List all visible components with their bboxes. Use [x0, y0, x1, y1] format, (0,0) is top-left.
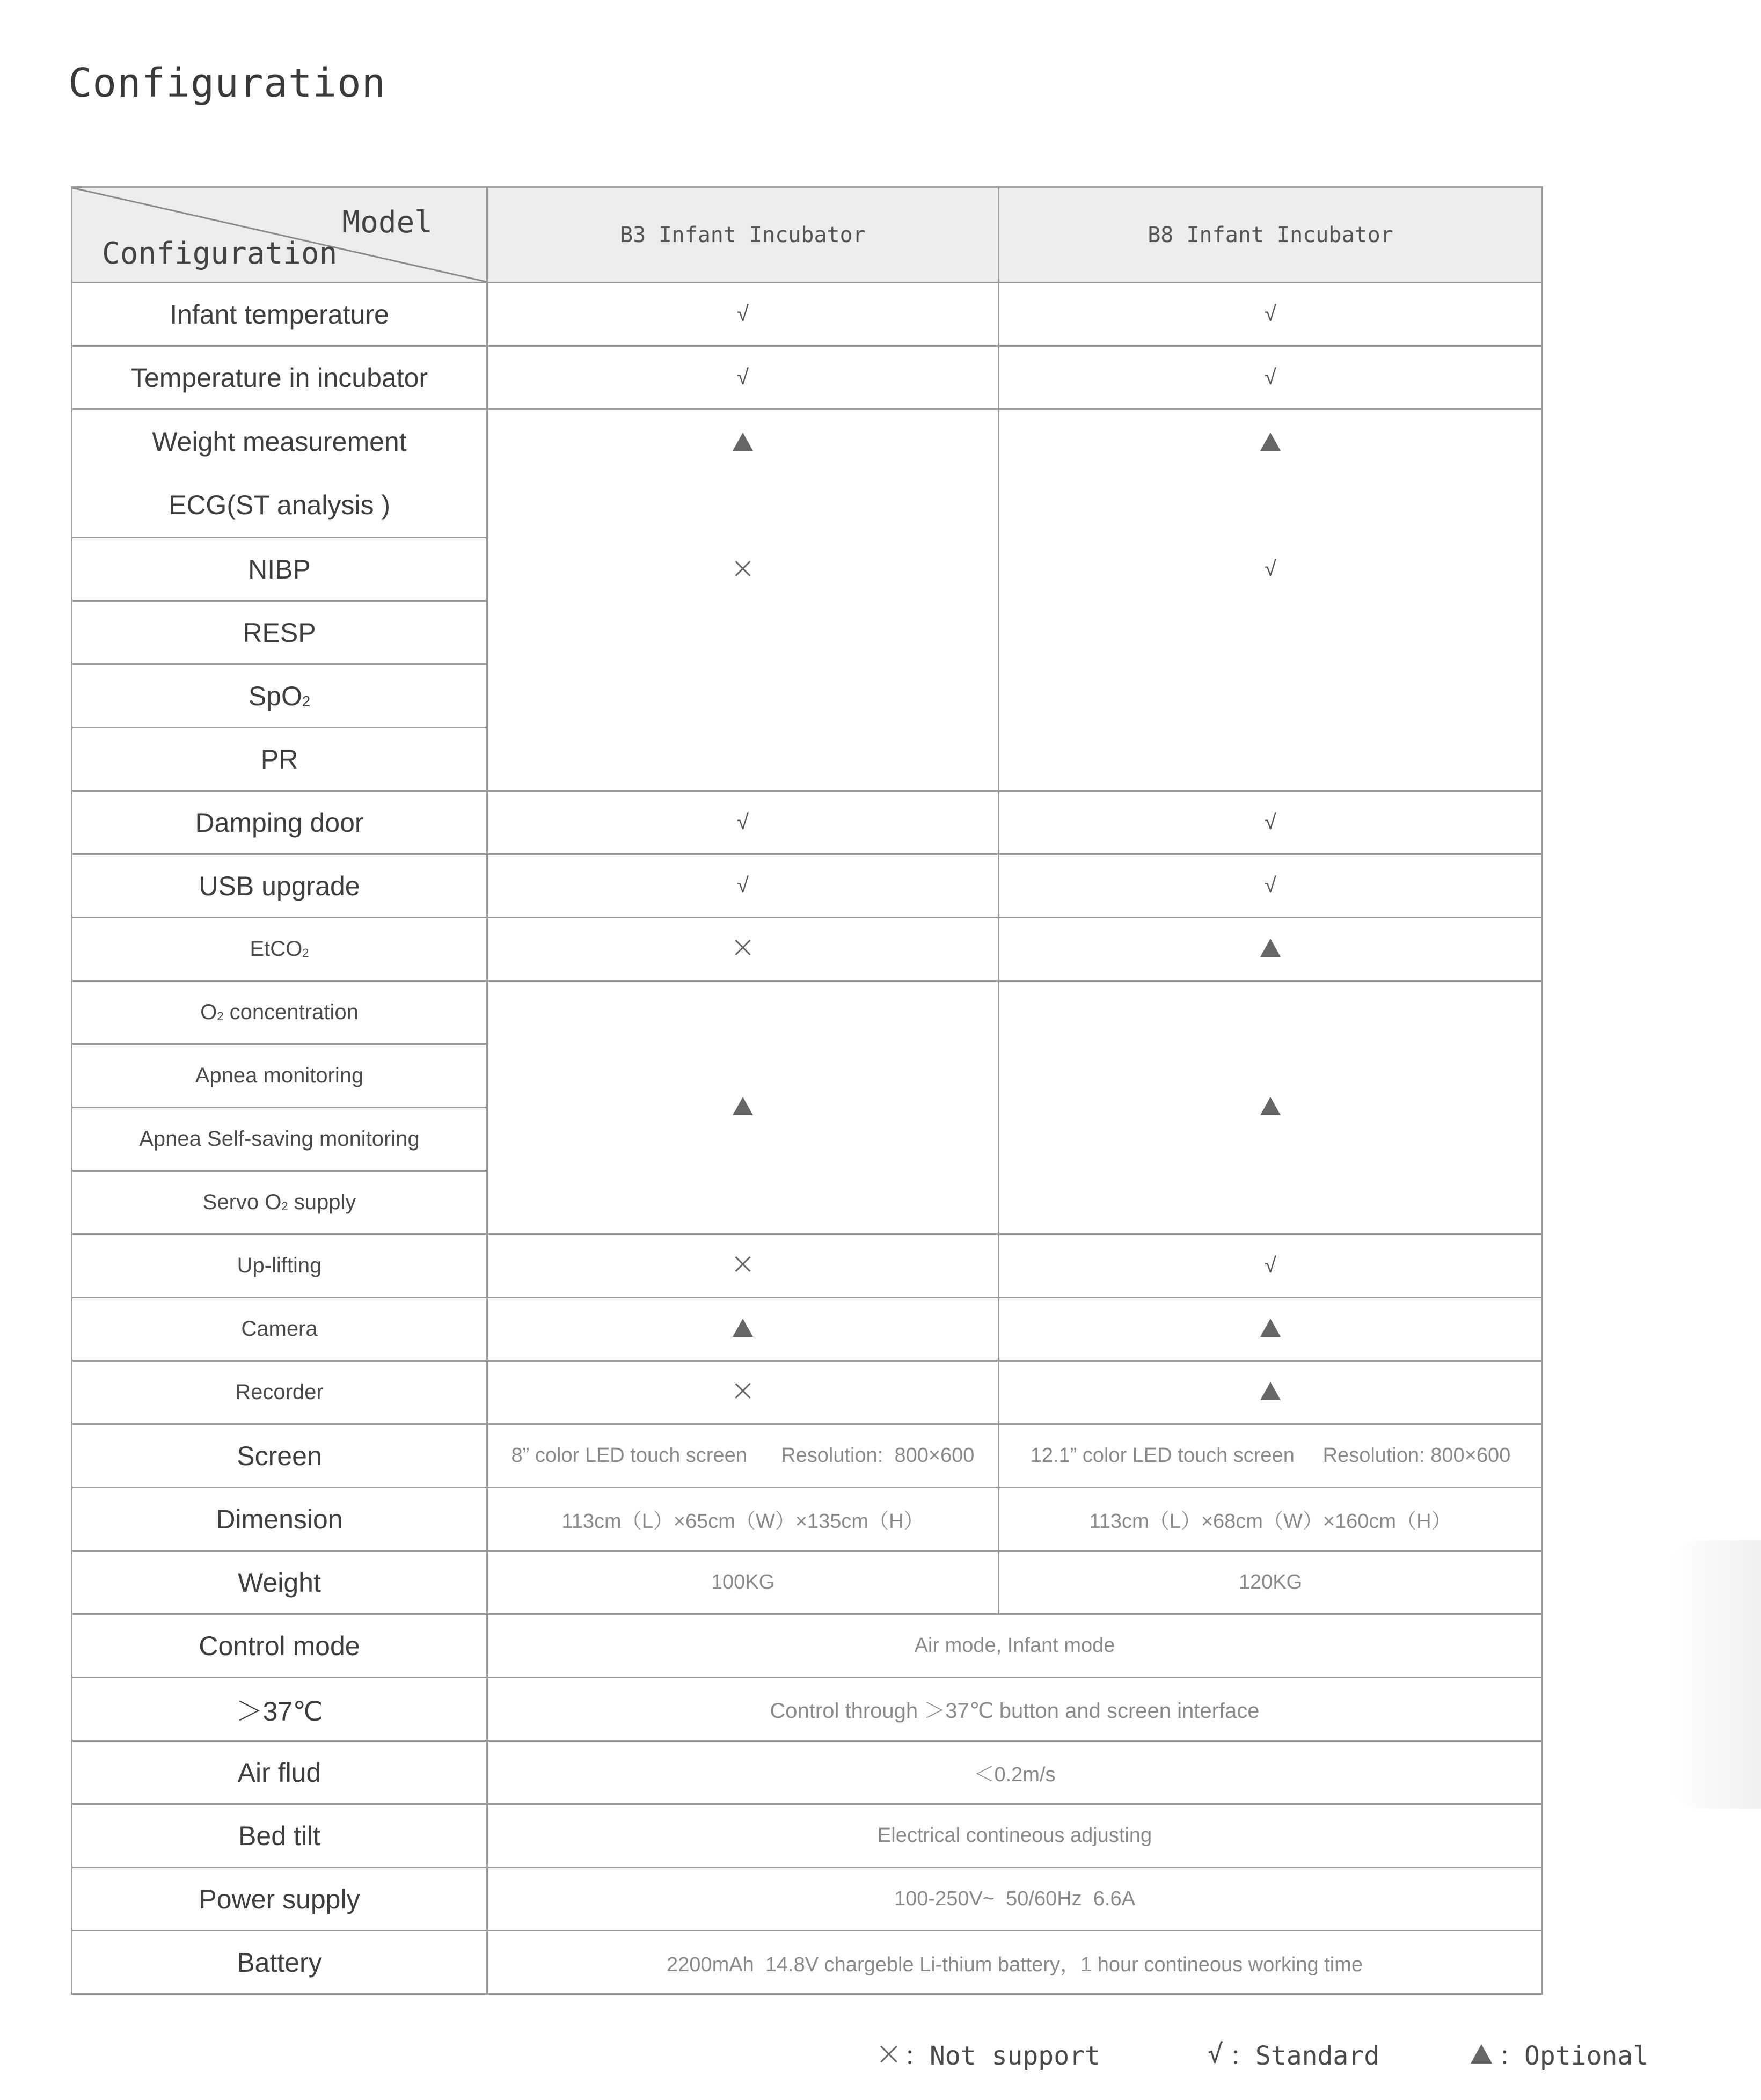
- table-row: [72, 1488, 1543, 1551]
- legend-standard: [1208, 2035, 1379, 2072]
- model-b3-header: B3 Infant Incubator: [487, 187, 999, 283]
- optional-triangle-icon: [733, 433, 753, 451]
- row-label: RESP: [72, 601, 487, 664]
- legend-optional: [1471, 2035, 1648, 2072]
- b3-group-cell: [487, 409, 999, 791]
- standard-mark: √: [999, 854, 1543, 918]
- row-label: Dimension: [72, 1488, 487, 1551]
- b3-o2-group-cell: [487, 981, 999, 1234]
- model-b8-header: B8 Infant Incubator: [999, 187, 1543, 283]
- standard-check-icon: √: [1208, 2038, 1223, 2069]
- cell-value: 120KG: [999, 1551, 1543, 1614]
- optional-triangle-icon: [1260, 433, 1281, 451]
- row-label: Bed tilt: [72, 1804, 487, 1868]
- cell-value: 2200mAh 14.8V chargeble Li-thium battery，1 hour contineous working time: [487, 1931, 1543, 1994]
- table-row: [72, 918, 1543, 981]
- row-label: Control mode: [72, 1614, 487, 1678]
- optional-triangle-icon: [1260, 1319, 1281, 1337]
- b3-cell: [487, 1361, 999, 1424]
- table-row: [72, 1614, 1543, 1678]
- row-label: Recorder: [72, 1361, 487, 1424]
- row-label: Air flud: [72, 1741, 487, 1804]
- optional-triangle-icon: [733, 1097, 753, 1115]
- table-row: [72, 1931, 1543, 1994]
- cell-value: 100KG: [487, 1551, 999, 1614]
- standard-mark: √: [999, 1234, 1543, 1298]
- b3-cell: [487, 918, 999, 981]
- configuration-header-label: Configuration: [102, 236, 338, 271]
- row-label: Apnea Self-saving monitoring: [72, 1108, 487, 1171]
- standard-mark: √: [999, 346, 1543, 409]
- cell-value: ＜0.2m/s: [487, 1741, 1543, 1804]
- row-label: Servo $O_2$ supply: [72, 1171, 487, 1234]
- cell-value: 113cm（L）×68cm（W）×160cm（H）: [999, 1488, 1543, 1551]
- optional-triangle-icon: [1260, 939, 1281, 957]
- table-row: [72, 1361, 1543, 1424]
- b8-cell: [999, 1298, 1543, 1361]
- b8-o2-group-cell: [999, 981, 1543, 1234]
- cell-value: 8” color LED touch screen Resolution: 800×600: [487, 1424, 999, 1488]
- row-label: SpO$_2$: [72, 664, 487, 728]
- not-support-cross-icon: [880, 2045, 897, 2062]
- standard-mark: √: [999, 791, 1543, 854]
- table-row: [72, 283, 1543, 346]
- optional-triangle-icon: [1471, 2044, 1492, 2064]
- table-row: [72, 1234, 1543, 1298]
- b8-group-cell: [999, 409, 1543, 791]
- table-header-row: [72, 187, 1543, 283]
- page-title: Configuration: [68, 60, 386, 106]
- table-row: [72, 1741, 1543, 1804]
- row-label: PR: [72, 728, 487, 791]
- row-label: Temperature in incubator: [72, 346, 487, 409]
- table-row: [72, 1678, 1543, 1741]
- row-label: ECG(ST analysis ): [168, 490, 391, 520]
- optional-triangle-icon: [1260, 1382, 1281, 1400]
- decorative-shadow: [1670, 1540, 1761, 1809]
- configuration-table: [71, 186, 1543, 1995]
- cell-value: 113cm（L）×65cm（W）×135cm（H）: [487, 1488, 999, 1551]
- row-label: Up-lifting: [72, 1234, 487, 1298]
- table-row: [72, 409, 1543, 538]
- row-label: Power supply: [72, 1868, 487, 1931]
- weight-ecg-label-cell: [72, 409, 487, 538]
- cell-value: Electrical contineous adjusting: [487, 1804, 1543, 1868]
- cell-value: 12.1” color LED touch screen Resolution: 800×600: [999, 1424, 1543, 1488]
- row-label: ＞37℃: [72, 1678, 487, 1741]
- table-row: [72, 791, 1543, 854]
- row-label: Weight measurement: [152, 427, 407, 457]
- not-support-cross-icon: [735, 940, 751, 956]
- not-support-cross-icon: [735, 1383, 751, 1399]
- table-row: [72, 1424, 1543, 1488]
- b8-cell: [999, 1361, 1543, 1424]
- b3-cell: [487, 1298, 999, 1361]
- model-header-label: Model: [342, 205, 433, 240]
- not-support-cross-icon: [735, 561, 751, 577]
- optional-triangle-icon: [733, 1319, 753, 1337]
- row-label: Infant temperature: [72, 283, 487, 346]
- standard-mark: √: [487, 346, 999, 409]
- table-row: [72, 1298, 1543, 1361]
- legend-label: ：Standard: [1229, 2041, 1380, 2071]
- standard-mark: √: [487, 854, 999, 918]
- table-row: [72, 854, 1543, 918]
- standard-mark: √: [999, 283, 1543, 346]
- standard-mark: √: [487, 791, 999, 854]
- cell-value: Control through ＞37℃ button and screen interface: [487, 1678, 1543, 1741]
- row-label: Screen: [72, 1424, 487, 1488]
- row-label: Camera: [72, 1298, 487, 1361]
- standard-mark: √: [1265, 557, 1276, 581]
- table-row: [72, 1804, 1543, 1868]
- legend-label: ：Not support: [904, 2041, 1100, 2071]
- table-row: [72, 981, 1543, 1044]
- row-label: EtCO$_2$: [72, 918, 487, 981]
- legend-not-support: [880, 2035, 1100, 2072]
- table-row: [72, 346, 1543, 409]
- row-label: Battery: [72, 1931, 487, 1994]
- diagonal-header-cell: [72, 187, 487, 283]
- optional-triangle-icon: [1260, 1097, 1281, 1115]
- b8-cell: [999, 918, 1543, 981]
- table-row: [72, 1868, 1543, 1931]
- row-label: Damping door: [72, 791, 487, 854]
- row-label: $O_2$ concentration: [72, 981, 487, 1044]
- table-row: [72, 1551, 1543, 1614]
- row-label: Apnea monitoring: [72, 1044, 487, 1108]
- row-label: NIBP: [72, 538, 487, 601]
- standard-mark: √: [487, 283, 999, 346]
- legend-label: ：Optional: [1499, 2041, 1649, 2071]
- b3-cell: [487, 1234, 999, 1298]
- cell-value: Air mode, Infant mode: [487, 1614, 1543, 1678]
- row-label: Weight: [72, 1551, 487, 1614]
- row-label: USB upgrade: [72, 854, 487, 918]
- cell-value: 100-250V~ 50/60Hz 6.6A: [487, 1868, 1543, 1931]
- not-support-cross-icon: [735, 1256, 751, 1272]
